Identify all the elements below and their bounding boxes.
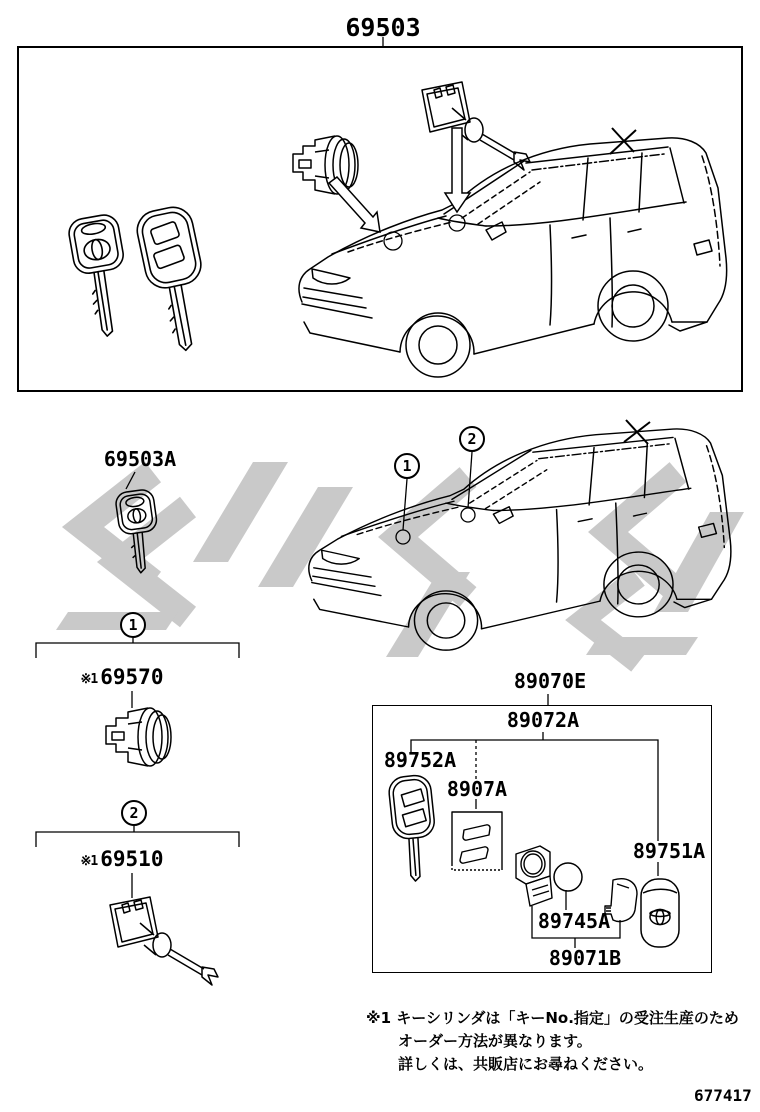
page-number: 677417 — [694, 1086, 752, 1105]
part-label-assembly: 69503 — [345, 13, 421, 42]
part-label-transmitter-set: 89070E — [513, 669, 587, 693]
callout-2-on-car: 2 — [459, 426, 485, 452]
footnote — [366, 1007, 739, 1076]
part-label-key-blank: 69503A — [103, 447, 177, 471]
battery-drawing — [552, 861, 584, 893]
part-label-ignition-cylinder: ※1 69570 — [80, 665, 164, 689]
part-label-fob-housing: 89751A — [632, 839, 706, 863]
key-blank-drawing — [105, 485, 165, 580]
car-outline-drawing-middle — [298, 418, 748, 664]
car-outline-drawing-top — [288, 126, 744, 392]
part-label-transmitter-module: 8907A — [446, 777, 508, 801]
part-label-battery-set: 89071B — [548, 946, 622, 970]
callout-1-section: 1 — [120, 612, 146, 638]
part-label-key-with-transmitter: 89752A — [383, 748, 457, 772]
ignition-cylinder-part-drawing — [98, 702, 183, 772]
ref-mark: ※1 — [80, 672, 98, 687]
fob-housing-drawing — [636, 875, 686, 951]
transmitter-housing-drawing — [508, 842, 553, 912]
door-cylinder-part-drawing — [100, 893, 220, 988]
part-label-transmitter-cover: 89745A — [537, 909, 611, 933]
part-label-transmitter-assy: 89072A — [506, 708, 580, 732]
callout-2-section: 2 — [121, 800, 147, 826]
callout-1-on-car: 1 — [394, 453, 420, 479]
transmitter-module-drawing — [448, 808, 506, 874]
part-label-door-cylinder: ※1 69510 — [80, 847, 164, 871]
ref-mark: ※1 — [80, 854, 98, 869]
footnote-line-1: ※1 キーシリンダは「キーNo.指定」の受注生産のため — [366, 1009, 739, 1027]
footnote-line-2: オーダー方法が異なります。 — [398, 1032, 592, 1050]
key-set-drawing — [55, 195, 215, 355]
footnote-line-3: 詳しくは、共販店にお尋ねください。 — [398, 1055, 654, 1073]
